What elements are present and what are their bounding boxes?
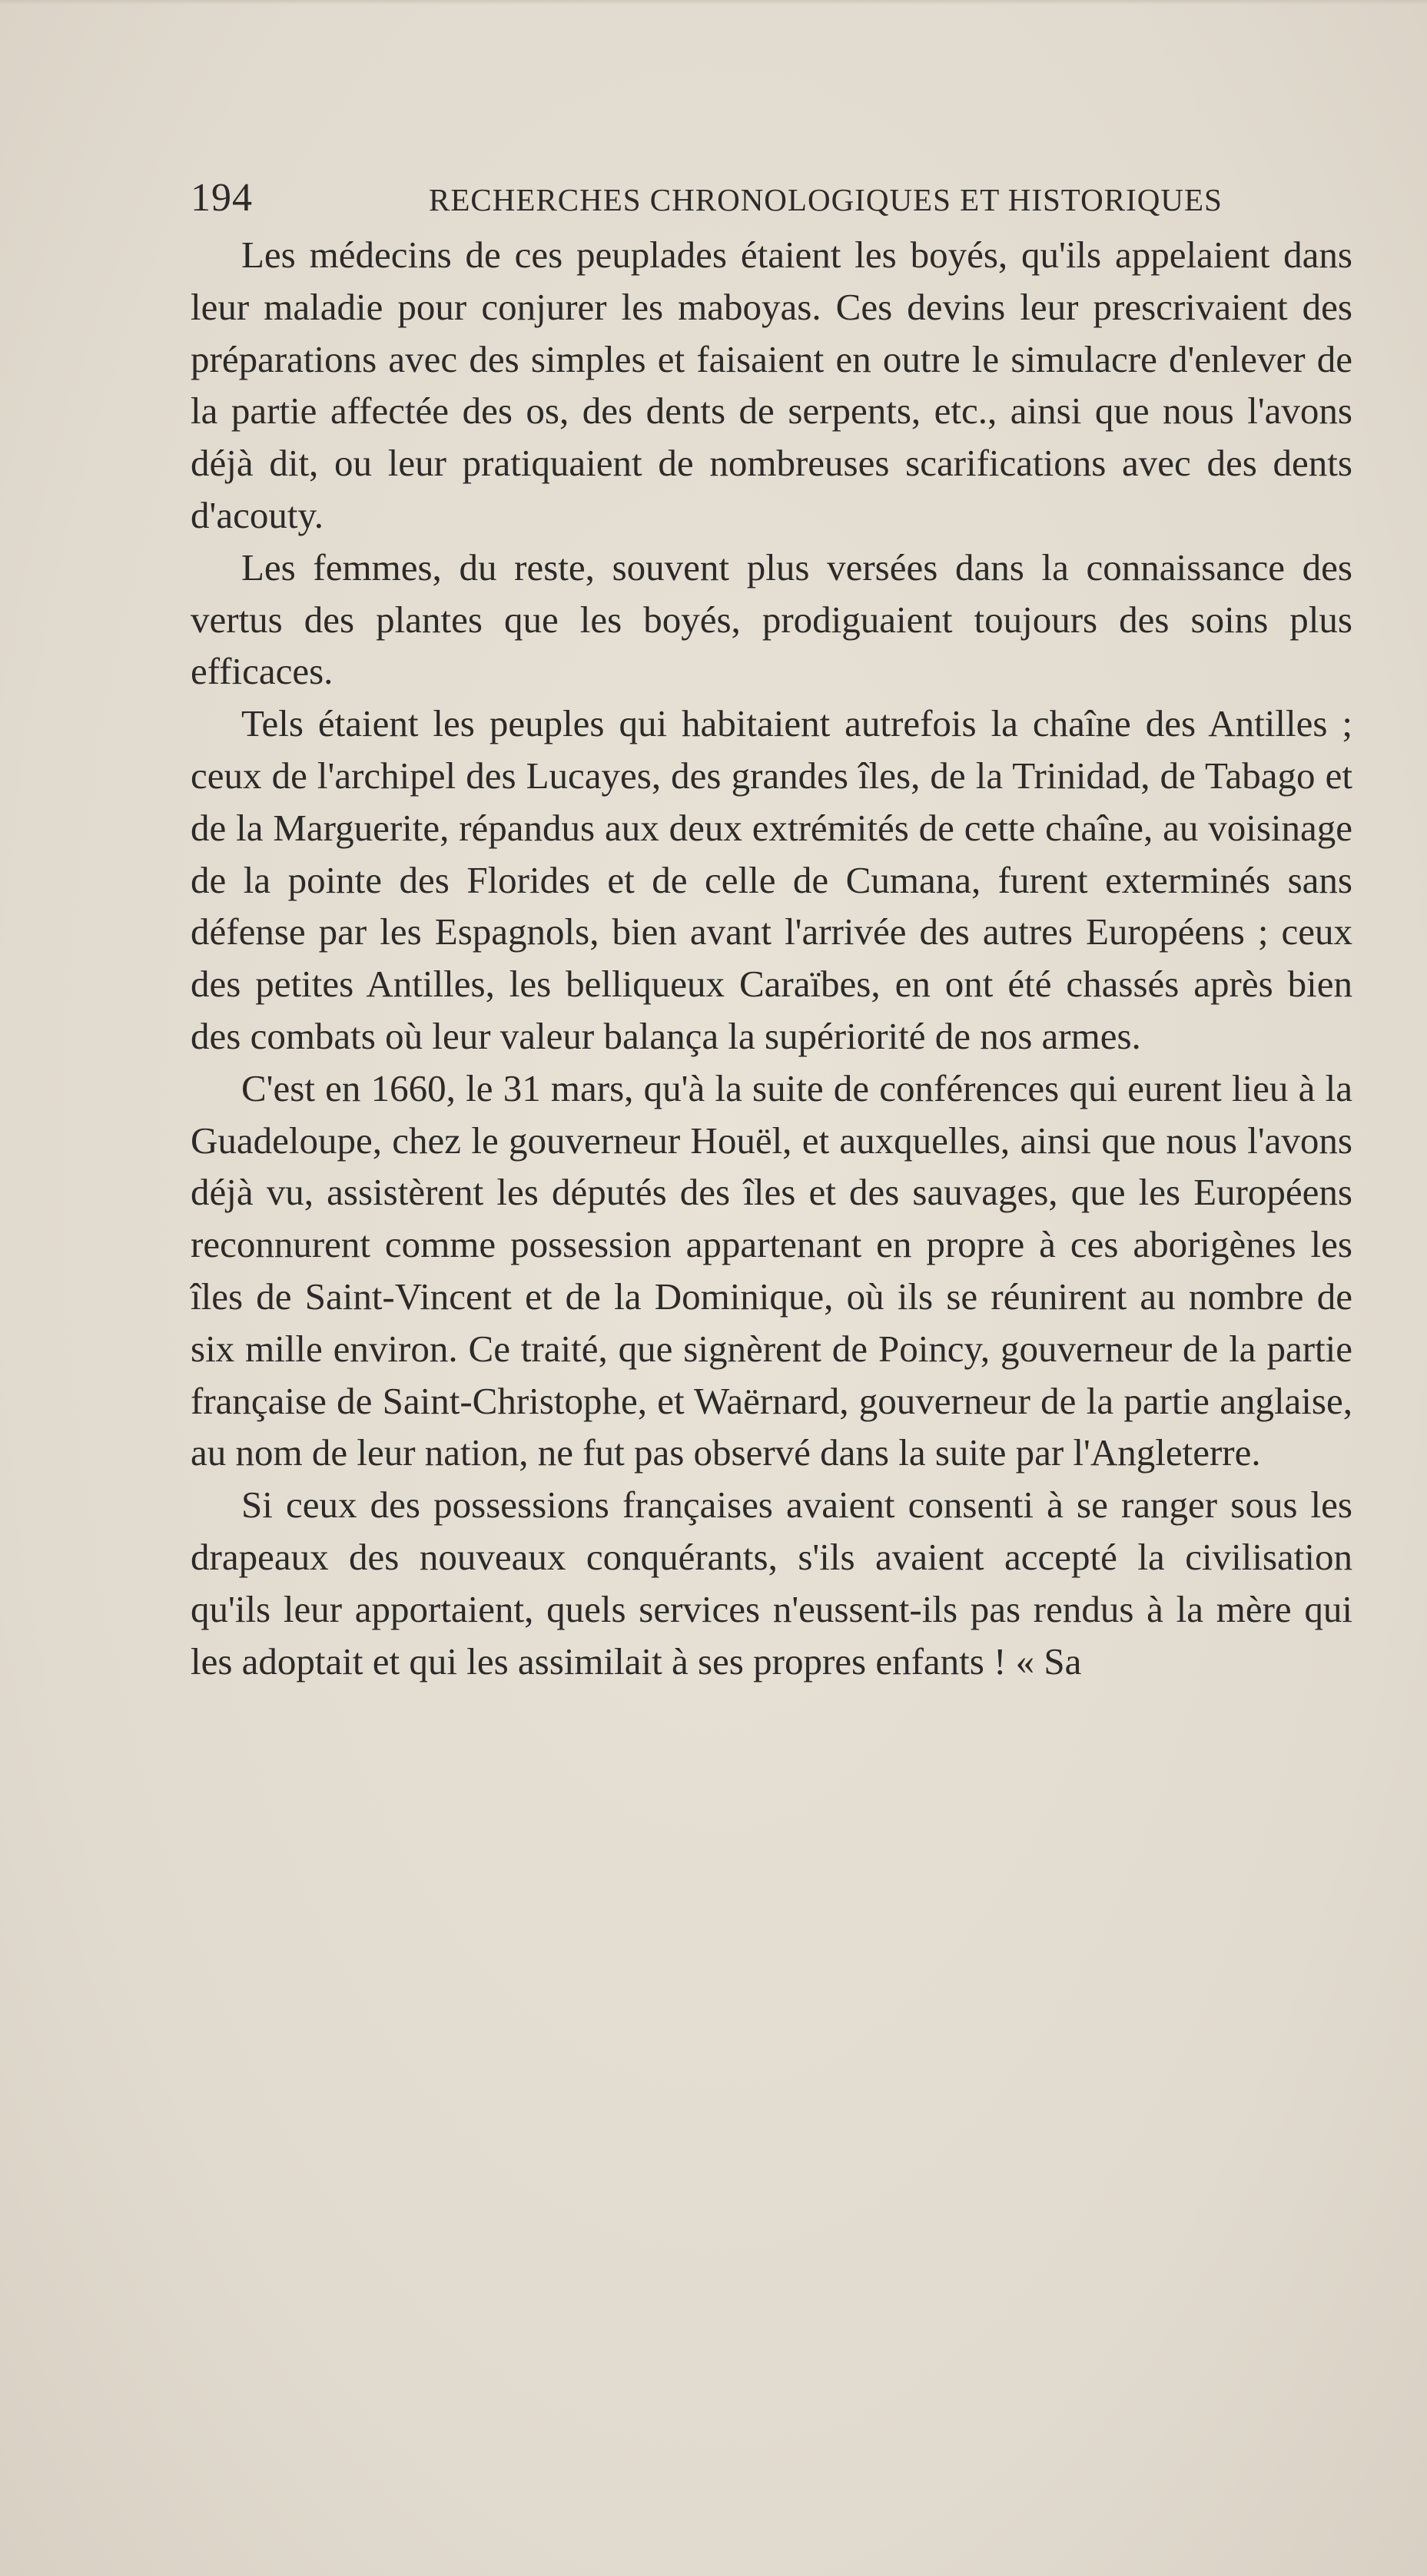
- paragraph-femmes: Les femmes, du reste, souvent plus versées dans la connaissance des vertus des plantes que les boyés, prodiguaient toujours des soins plus efficaces.: [191, 545, 1352, 693]
- page-top-edge: [0, 0, 1427, 5]
- page-number: 194: [191, 176, 253, 220]
- paragraph-peuples: Tels étaient les peuples qui habitaient autrefois la chaîne des Antilles ; ceux de l'archipel des Lucayes, des grandes îles, de la Trinidad, de Tabago et de la Marguerite, répandus aux deux extrémités de cette chaîne, au voisinage de la pointe des Florides et de celle de Cumana, furent exterminés sans défense par les Espagnols, bien avant l'arrivée des autres Européens ; ceux des petites Antilles, les belliqueux Caraïbes, en ont été chassés après bien des combats où leur valeur balança la supériorité de nos armes.: [191, 702, 1352, 1057]
- running-title: RECHERCHES CHRONOLOGIQUES ET HISTORIQUES: [429, 182, 1223, 217]
- body-text: [191, 229, 1352, 1687]
- paragraph-traite-1660: C'est en 1660, le 31 mars, qu'à la suite de conférences qui eurent lieu à la Guadeloupe, chez le gouverneur Houël, et auxquelles, ainsi que nous l'avons déjà vu, assistèrent les députés des îles et des sauvages, que les Européens reconnurent comme possession appartenant en propre à ces aborigènes les îles de Saint-Vincent et de la Dominique, où ils se réunirent au nombre de six mille environ. Ce traité, que signèrent de Poincy, gouverneur de la partie française de Saint-Christophe, et Waërnard, gouverneur de la partie anglaise, au nom de leur nation, ne fut pas observé dans la suite par l'Angleterre.: [191, 1066, 1352, 1474]
- page-header: [191, 175, 1228, 221]
- paragraph-possessions: Si ceux des possessions françaises avaient consenti à se ranger sous les drapeaux des nouveaux conquérants, s'ils avaient accepté la civilisation qu'ils leur apportaient, quels services n'eussent-ils pas rendus à la mère qui les adoptait et qui les assimilait à ses propres enfants ! « Sa: [191, 1484, 1352, 1683]
- paragraph-medecins: Les médecins de ces peuplades étaient les boyés, qu'ils appelaient dans leur maladie pour conjurer les maboyas. Ces devins leur prescrivaient des préparations avec des simples et faisaient en outre le simulacre d'enlever de la partie affectée des os, des dents de serpents, etc., ainsi que nous l'avons déjà dit, ou leur pratiquaient de nombreuses scarifications avec des dents d'acouty.: [191, 234, 1352, 536]
